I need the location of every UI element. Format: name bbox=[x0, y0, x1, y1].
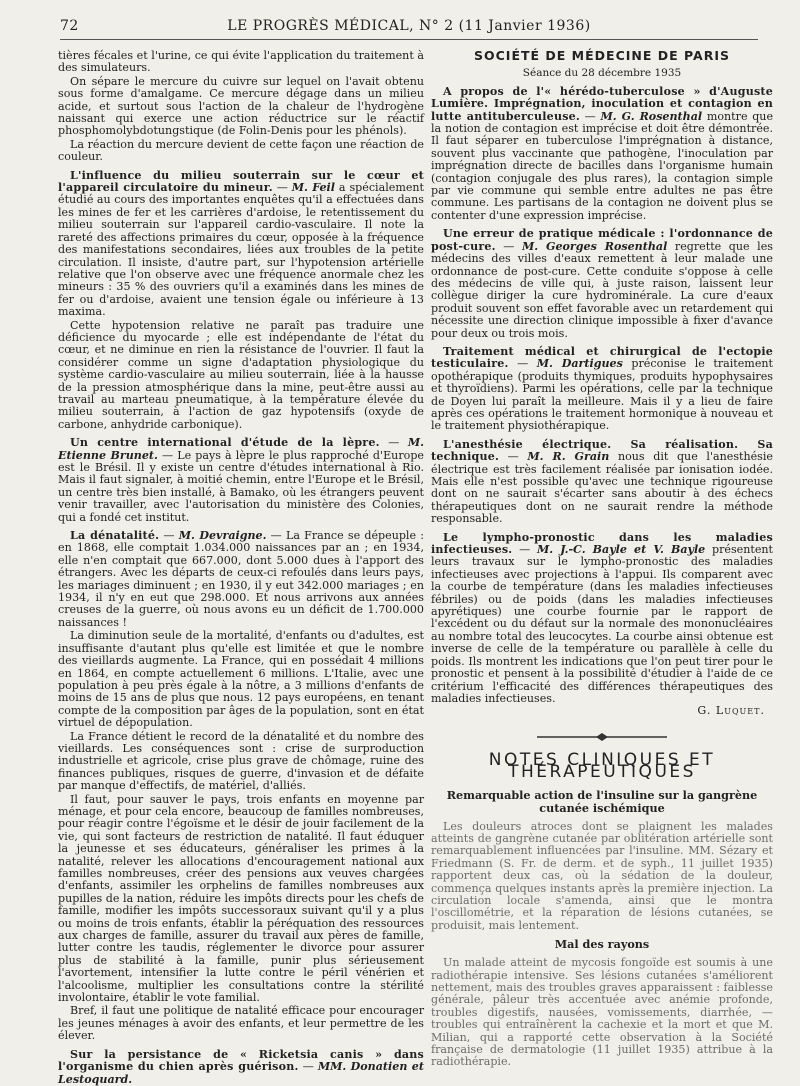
paragraph: La France détient le record de la dénatalité et du nombre des vieillards. Les conséquences sont : crise de surproduction industrielle et agricole, crise plus grave de chômage, ruine des finances publiques, risques de guerre, d'invasion et de défaite par manque d'effectifs, de matériel, d'alliés. bbox=[58, 729, 424, 793]
article-feil: L'influence du milieu souterrain sur le cœur et l'appareil circulatoire du mineur. — M. Feil a spécialement étudié au cours des importantes enquêtes qu'il a effectuées dans les mines de fer et les carrières d'ardoise, le retentissement du milieu souterrain sur l'appareil cardio-vasculaire. Il note la rareté des affections primaires du cœur, opposée à la fréquence des manifestations secondaires, liées aux troubles de la petite circulation. Il insiste, d'autre part, sur l'hypotension artérielle relative que l'on observe avec une fréquence anormale chez les mineurs : 35 % des ouvriers qu'il a examinés dans les mines de fer ou d'ardoise, avaient une tension égale ou inférieure à 13 maxima. bbox=[58, 168, 425, 319]
communication-heading: L'anesthésie électrique. Sa réalisation. Sa technique. bbox=[431, 437, 773, 464]
session-date: Séance du 28 décembre 1935 bbox=[522, 67, 682, 80]
article-author: M. Devraigne. bbox=[178, 529, 267, 543]
article-brunet: Un centre international d'étude de la lèpre. — M. Etienne Brunet. — Le pays à lèpre le plus rapproché d'Europe est le Brésil. Il y existe un centre d'études international à Rio. Mais il faut signaler, à moitié chemin, entre l'Europe et le Brésil, un centre très bien installé, à Bamako, où les étrangers peuvent venir travailler, avec l'autorisation du ministère des Colonies, qui a fondé cet institut. bbox=[58, 436, 424, 524]
paragraph: Cette hypotension relative ne paraît pas traduire une déficience du myocarde ; elle est indépendante de l'état du cœur, et ne diminue en rien la résistance de l'ouvrier. Il faut la considérer comme un signe d'adaptation physiologique du système cardio-vasculaire au milieu souterrain, liée à la hausse de la pression atmosphérique dans la mine, peut-être aussi au travail au marteau pneumatique, à la température élevée du milieu souterrain, à l'action de gaz hypotensifs (oxyde de carbone, anhydride carbonique). bbox=[58, 318, 424, 431]
article-heading: L'influence du milieu souterrain sur le cœur et l'appareil circulatoire du mineur. bbox=[58, 168, 424, 195]
communication-heading: Une erreur de pratique médicale : l'ordonnance de post-cure. bbox=[431, 227, 773, 253]
note-text: Un malade atteint de mycosis fongoïde est soumis à une radiothérapie intensive. Ses lésions cutanées s'améliorent nettement, mais des troubles graves apparaissent : faiblesse générale, pâleur très accentuée avec anémie profonde, troubles digestifs, nausées, vomissements, diarrhée, — troubles qui entraînèrent la cachexie et la mort et que M. Milian, qui a rapporté cette observation à la Société française de dermatologie (11 juillet 1935) attribue à la radiothérapie. bbox=[431, 956, 773, 1069]
communication-text: regrette que les médecins des villes d'eaux remettent à leur malade une ordonnance de post-cure. Cette conduite s'oppose à celle des médecins de ville qui, à juste raison, laissent leur collègue diriger la cure hydrominérale. La cure d'eaux produit souvent son effet favorable avec un retardement qui nécessite une direction clinique impossible à fixer d'avance pour deux ou trois mois. bbox=[431, 239, 773, 340]
journal-title: LE PROGRÈS MÉDICAL, N° 2 (11 Janvier 1936) bbox=[227, 18, 591, 34]
communication-heading: A propos de l'« hérédo-tuberculose » d'Auguste Lumière. Imprégnation, inoculation et contagion en lutte antituberculeuse. bbox=[431, 84, 773, 123]
communication-text: préconise le traitement opothérapique (produits thymiques, produits hypophysaires et thyroïdiens). Parmi les opérations, celle par la technique de Doyen lui paraît la meilleure. Mais il y a lieu de faire après ces opérations le traitement hormonique à nouveau et le traitement physiothérapique. bbox=[431, 357, 773, 433]
paragraph: Il faut, pour sauver le pays, trois enfants en moyenne par ménage, et pour cela encore, beaucoup de familles nombreuses, pour réagir contre l'égoïsme et le désir de jouir facilement de la vie, qui sont facteurs de restriction de natalité. Il faut éduquer la jeunesse et ses éducateurs, généraliser les primes à la natalité, relever les allocations d'encouragement national aux familles nombreuses, créer des pensions aux veuves chargées d'enfants, assimiler les orphelins de familles nombreuses aux pupilles de la nation, réduire les impôts directs pour les chefs de famille, modifier les impôts successoraux suivant qu'il y a plus ou moins de trois enfants, établir la péréquation des ressources aux charges de famille, assurer du travail aux pères de famille, lutter contre les taudis, réglementer le divorce pour assurer plus de stabilité à la famille, punir plus sérieusement l'avortement, intensifier la lutte contre le péril vénérien et l'alcoolisme, multiplier les consultations contre la stérilité involontaire, établir le vote familial. bbox=[58, 792, 424, 1005]
note-title: Remarquable action de l'insuline sur la gangrène cutanée ischémique bbox=[446, 787, 758, 815]
communication-author: M. R. Grain bbox=[527, 450, 610, 464]
header-rule bbox=[60, 39, 758, 40]
article-author: M. Feil bbox=[291, 181, 335, 195]
article-donatien: Sur la persistance de « Ricketsia canis » dans l'organisme du chien après guérison. — MM. Donatien et Lestoquard. bbox=[58, 1047, 424, 1086]
article-text: La France se dépeuple : en 1868, elle comptait 1.034.000 naissances par an ; en 1934, elle n'en comptait que 667.000, dont 5.000 dues à l'apport des étrangers. Avec les départs de ceux-ci refoulés dans leurs pays, les mariages diminuent ; en 1930, il y eut 342.000 mariages ; en 1934, il n'y en eut que 298.000. Et nous arrivons aux années creuses de la guerre, où nous avons eu un déficit de 1.700.000 naissances ! bbox=[58, 529, 424, 629]
society-title: SOCIÉTÉ DE MÉDECINE DE PARIS bbox=[474, 48, 730, 63]
article-author: MM. Donatien et Lestoquard. bbox=[58, 1060, 424, 1086]
note-title: Mal des rayons bbox=[554, 937, 650, 952]
communication-bayle: Le lympho-pronostic dans les maladies infectieuses. — M. J.-C. Bayle et V. Bayle présentent leurs travaux sur le lympho-pronostic des maladies infectieuses avec projections à l'appui. Ils comparent avec la courbe de température (dans les maladies infectieuses fébriles) ou de poids (dans les maladies infectieuses apyrétiques) une courbe fournie par le rapport de l'excédent ou du défaut sur la normale des mononucléaires au nombre total des leucocytes. La courbe ainsi obtenue est inverse de celle de la température ou parallèle à celle du poids. Ils montrent les indications que l'on peut tirer pour le pronostic et pensent à la possibilité d'étudier à l'aide de ce critérium l'efficacité des différences thérapeutiques des maladies infectieuses. G. Luquet. bbox=[431, 530, 773, 718]
running-header bbox=[60, 18, 758, 40]
communication-grain: L'anesthésie électrique. Sa réalisation. Sa technique. — M. R. Grain nous dit que l'anesthésie électrique est très facilement réalisée par ionisation iodée. Mais elle n'est possible qu'avec une technique rigoureuse dont on ne saurait s'écarter sans aboutir à des échecs thérapeutiques dont on ne saurait rendre la méthode responsable. bbox=[431, 437, 773, 526]
left-column bbox=[58, 50, 424, 1086]
paragraph: La diminution seule de la mortalité, d'enfants ou d'adultes, est insuffisante d'autant plus qu'elle est limitée et que le nombre des vieillards augmente. La France, qui en possédait 4 millions en 1864, en compte actuellement 6 millions. L'Italie, avec une population à peu près égale à la nôtre, a 3 millions d'enfants de moins de 15 ans de plus que nous. 12 pays européens, en tenant compte de la composition par âges de la population, sont en état virtuel de dépopulation. bbox=[58, 629, 424, 730]
article-heading: Sur la persistance de « Ricketsia canis » dans l'organisme du chien après guérison. bbox=[58, 1047, 424, 1074]
note-text: Les douleurs atroces dont se plaignent les malades atteints de gangrène cutanée par oblitération artérielle sont remarquablement influencées par l'insuline. MM. Sézary et Friedmann (S. Fr. de derm. et de syph., 11 juillet 1935) rapportent deux cas, où la sédation de la douleur, commença quelques instants après la première injection. La circulation locale s'amenda, ainsi que le montra l'oscillométrie, et la réparation de lésions cutanées, se produisit, mais lentement. bbox=[431, 819, 773, 932]
ornament-divider bbox=[431, 732, 773, 742]
communication-author: M. Georges Rosenthal bbox=[521, 239, 668, 253]
right-column bbox=[431, 50, 773, 1069]
article-author: M. Etienne Brunet. bbox=[58, 436, 424, 462]
article-devraigne: La dénatalité. — M. Devraigne. — La France se dépeuple : en 1868, elle comptait 1.034.000 naissances par an ; en 1934, elle n'en comptait que 667.000, dont 5.000 dues à l'apport des étrangers. Avec les départs de ceux-ci refoulés dans leurs pays, les mariages diminuent ; en 1930, il y eut 342.000 mariages ; en 1934, il n'y en eut que 298.000. Et nous arrivons aux années creuses de la guerre, où nous avons eu un déficit de 1.700.000 naissances ! bbox=[58, 529, 424, 629]
communication-author: M. J.-C. Bayle et V. Bayle bbox=[536, 543, 706, 557]
article-heading: Un centre international d'étude de la lèpre. bbox=[70, 436, 380, 450]
ornament-rule-icon bbox=[527, 732, 677, 742]
paragraph: Bref, il faut une politique de natalité efficace pour encourager les jeunes ménages à avoir des enfants, et leur permettre de les élever. bbox=[58, 1004, 424, 1043]
communication-text: nous dit que l'anesthésie électrique est très facilement réalisée par ionisation iodée. Mais elle n'est possible qu'avec une technique rigoureuse dont on ne saurait s'écarter sans aboutir à des échecs thérapeutiques dont on ne saurait rendre la méthode responsable. bbox=[431, 450, 773, 526]
communication-text: montre que la notion de contagion est imprécise et doit être démontrée. Il faut séparer en tuberculose l'imprégnation à distance, souvent plus vaccinante que pathogène, l'inoculation par imprégnation directe de bacilles dans l'organisme humain (contagion conjugale des plus rares), la contagion simple par vie commune qui semble entre adultes ne pas être commune. Les partisans de la contagion ne doivent plus se contenter d'une expression imprécise. bbox=[431, 109, 774, 222]
paragraph: tières fécales et l'urine, ce qui évite l'application du traitement à des simulateurs. bbox=[58, 49, 424, 75]
article-heading: La dénatalité. bbox=[70, 529, 160, 543]
communication-post-cure: Une erreur de pratique médicale : l'ordonnance de post-cure. — M. Georges Rosenthal regrette que les médecins des villes d'eaux remettent à leur malade une ordonnance de post-cure. Cette conduite s'oppose à celle des médecins de ville qui, à juste raison, laissent leur collègue diriger la cure hydrominérale. La cure d'eaux produit souvent son effet favorable avec un retardement qui nécessite une direction clinique impossible à fixer d'avance pour deux ou trois mois. bbox=[431, 227, 773, 340]
communication-author: M. G. Rosenthal bbox=[600, 109, 703, 123]
page-number: 72 bbox=[60, 18, 79, 34]
paragraph: La réaction du mercure devient de cette façon une réaction de couleur. bbox=[58, 137, 424, 164]
signature: G. Luquet. bbox=[697, 704, 765, 718]
paragraph: On sépare le mercure du cuivre sur lequel on l'avait obtenu sous forme d'amalgame. Ce mercure dégage dans un milieu acide, et surtout sous l'action de la chaleur de l'hydrogène naissant qui exerce une action réductrice sur le réactif phosphomolybdotungstique (de Folin-Denis pour les phénols). bbox=[58, 74, 424, 138]
communication-rosenthal: A propos de l'« hérédo-tuberculose » d'Auguste Lumière. Imprégnation, inoculation et contagion en lutte antituberculeuse. — M. G. Rosenthal montre que la notion de contagion est imprécise et doit être démontrée. Il faut séparer en tuberculose l'imprégnation à distance, souvent plus vaccinante que pathogène, l'inoculation par imprégnation directe de bacilles dans l'organisme humain (contagion conjugale des plus rares), la contagion simple par vie commune qui semble entre adultes ne pas être commune. Les partisans de la contagion ne doivent plus se contenter d'une expression imprécise. bbox=[431, 84, 774, 222]
communication-heading: Le lympho-pronostic dans les maladies infectieuses. bbox=[431, 530, 773, 557]
communication-text: présentent leurs travaux sur le lympho-pronostic des maladies infectieuses avec projections à l'appui. Ils comparent avec la courbe de température (dans les maladies infectieuses fébriles) ou de poids (dans les maladies infectieuses apyrétiques) une courbe fournie par le rapport de l'excédent ou du défaut sur la normale des mononucléaires au nombre total des leucocytes. La courbe ainsi obtenue est inverse de celle de la température ou parallèle à celle du poids. Ils montrent les indications que l'on peut tirer pour le pronostic et pensent à la possibilité d'étudier à l'aide de ce critérium l'efficacité des différences thérapeutiques des maladies infectieuses. bbox=[431, 543, 773, 705]
communication-author: M. Dartigues bbox=[536, 357, 623, 371]
article-text: a spécialement étudié au cours des importantes enquêtes qu'il a effectuées dans les mines de fer et les carrières d'ardoise, le retentissement du milieu souterrain sur l'appareil cardio-vasculaire. Il note la rareté des affections primaires du cœur, opposée à la fréquence des manifestations secondaires, liées aux troubles de la petite circulation. Il insiste, d'autre part, sur l'hypotension artérielle relative que l'on observe avec une fréquence anormale chez les mineurs : 35 % des ouvriers qu'il a examinés dans les mines de fer ou d'ardoise, avaient une tension égale ou inférieure à 13 maxima. bbox=[58, 181, 425, 319]
communication-heading: Traitement médical et chirurgical de l'ectopie testiculaire. bbox=[431, 344, 773, 371]
notes-section-title: NOTES CLINIQUES ET THÉRAPEUTIQUES bbox=[488, 749, 716, 783]
article-text: Le pays à lèpre le plus rapproché d'Europe est le Brésil. Il y existe un centre d'études international à Rio. Mais il faut signaler, à moitié chemin, entre l'Europe et le Brésil, un centre très bien installé, à Bamako, où les étrangers peuvent venir travailler, avec l'autorisation du ministère des Colonies, qui a fondé cet institut. bbox=[58, 448, 424, 524]
communication-dartigues: Traitement médical et chirurgical de l'ectopie testiculaire. — M. Dartigues préconise le traitement opothérapique (produits thymiques, produits hypophysaires et thyroïdiens). Parmi les opérations, celle par la technique de Doyen lui paraît la meilleure. Mais il y a lieu de faire après ces opérations le traitement hormonique à nouveau et le traitement physiothérapique. bbox=[431, 344, 773, 433]
